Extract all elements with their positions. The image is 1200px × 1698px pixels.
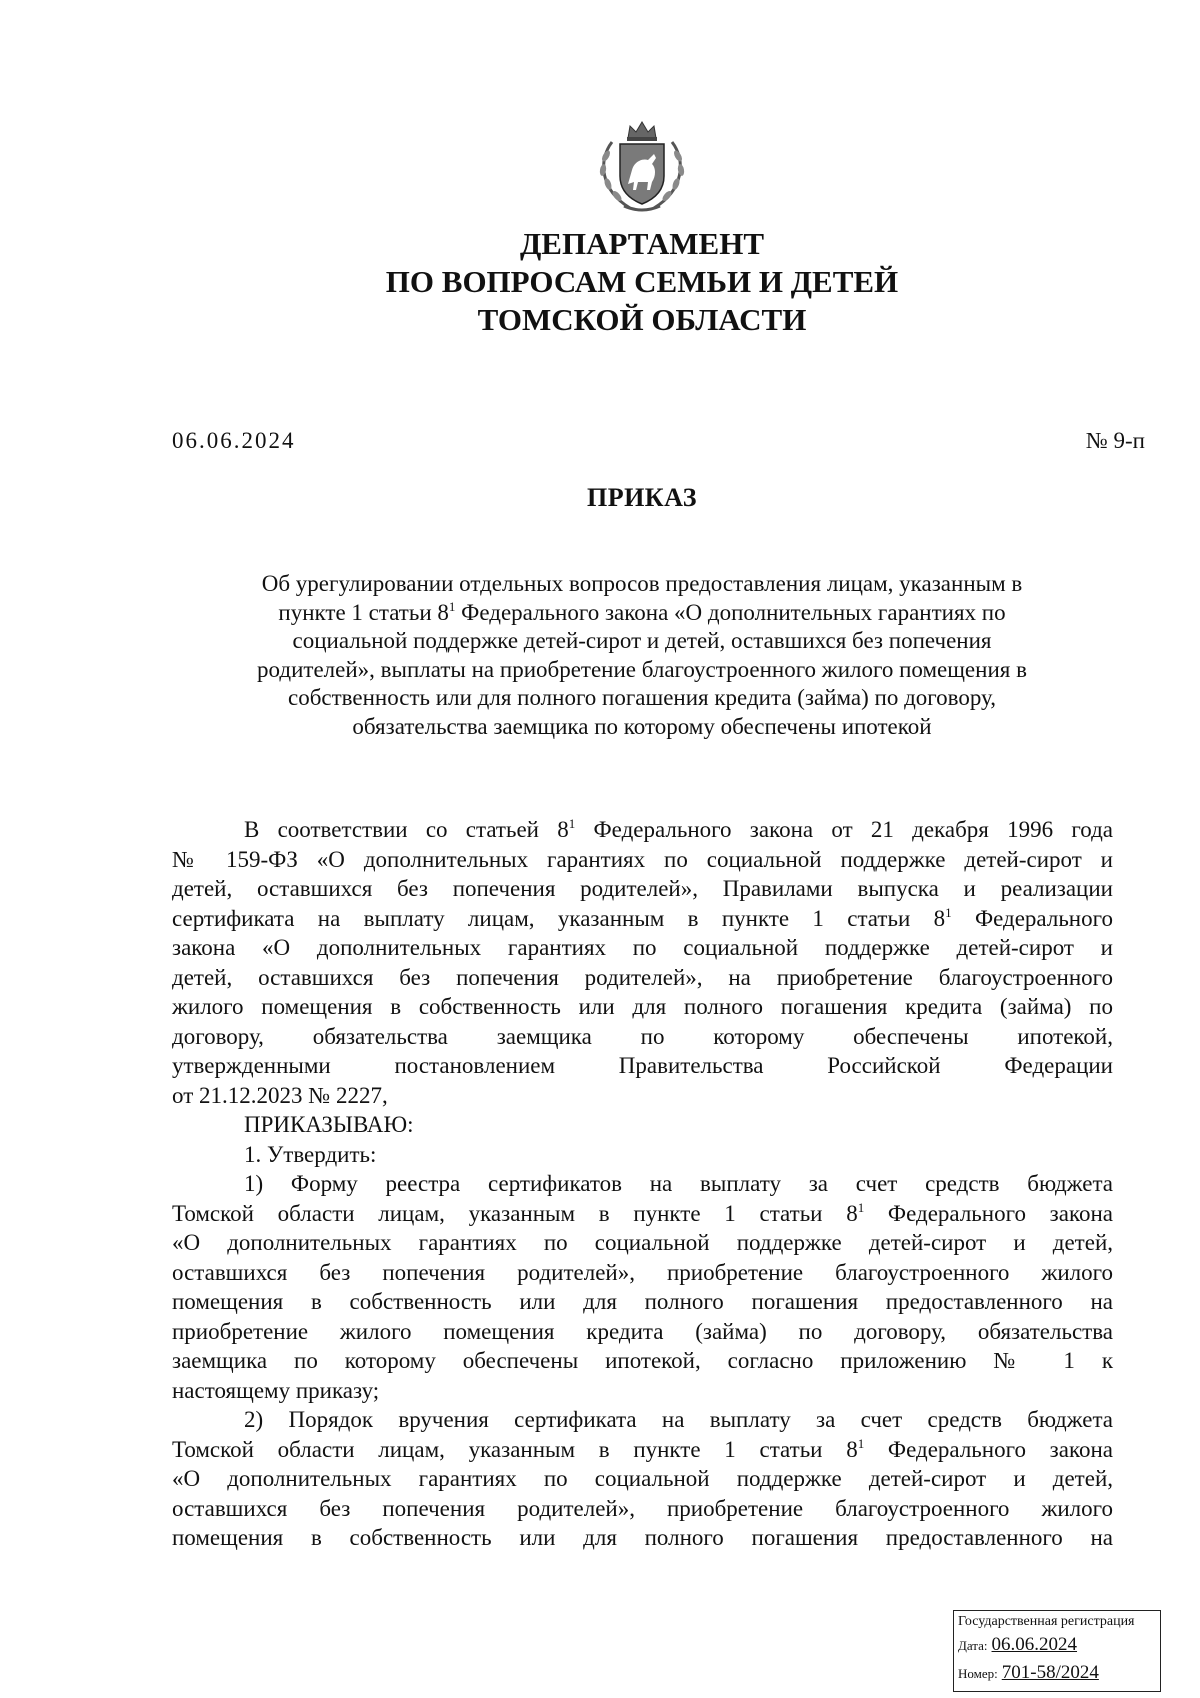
body-line: оставшихся без попечения родителей», приобретение благоустроенного жилого <box>172 1495 1113 1521</box>
subject-line: собственность или для полного погашения кредита (займа) по договору, <box>288 685 996 710</box>
document-subject <box>172 570 1112 741</box>
coat-of-arms-emblem <box>590 112 694 216</box>
body-line <box>172 815 1113 845</box>
superscript: 1 <box>857 1199 865 1215</box>
subject-text: пункте 1 статьи 8 <box>278 599 449 625</box>
body-line <box>172 904 1113 934</box>
body-line: № 159-ФЗ «О дополнительных гарантиях по социальной поддержке детей-сирот и <box>172 846 1113 872</box>
body-text: сертификата на выплату лицам, указанным в пункте 1 статьи 8 <box>172 905 946 931</box>
superscript: 1 <box>857 1435 865 1451</box>
body-line: жилого помещения в собственность или для полного погашения кредита (займа) по <box>172 994 1113 1019</box>
body-line: 2) Порядок вручения сертификата на выплату за счет средств бюджета <box>244 1407 1113 1432</box>
org-line: ПО ВОПРОСАМ СЕМЬИ И ДЕТЕЙ <box>385 264 899 299</box>
subject-line: Об урегулировании отдельных вопросов предоставления лицам, указанным в <box>261 571 1023 596</box>
stamp-date-value: 06.06.2024 <box>991 1634 1078 1655</box>
body-line: договору, обязательства заемщика по которому обеспечены ипотекой, <box>172 1023 1113 1049</box>
stamp-number-label: Номер: <box>958 1666 998 1681</box>
body-text: Федерального закона от 21 декабря 1996 года <box>575 817 1113 842</box>
body-text: Томской области лицам, указанным в пункте 1 статьи 8 <box>172 1200 858 1226</box>
document-date: 06.06.2024 <box>172 428 296 453</box>
document-number: № 9-п <box>1085 428 1145 453</box>
body-text: Томской области лицам, указанным в пункте 1 статьи 8 <box>172 1436 858 1462</box>
superscript: 1 <box>568 816 576 831</box>
subject-text: Федерального закона «О дополнительных гарантиях по <box>455 599 1006 625</box>
organization-name <box>300 225 984 339</box>
body-line: от 21.12.2023 № 2227, <box>172 1082 388 1108</box>
document-title: ПРИКАЗ <box>586 483 698 512</box>
body-line: заемщика по которому обеспечены ипотекой, согласно приложению № 1 к <box>172 1348 1113 1373</box>
order-word: ПРИКАЗЫВАЮ: <box>244 1112 414 1137</box>
org-line: ТОМСКОЙ ОБЛАСТИ <box>477 302 807 337</box>
body-text: Федерального закона <box>864 1200 1113 1226</box>
body-text: Федерального закона <box>864 1436 1113 1462</box>
superscript: 1 <box>945 904 952 920</box>
body-line: помещения в собственность или для полного погашения предоставленного на <box>172 1525 1113 1550</box>
body-line: закона «О дополнительных гарантиях по социальной поддержке детей-сирот и <box>172 935 1113 960</box>
body-line: приобретение жилого помещения кредита (займа) по договору, обязательства <box>172 1318 1113 1344</box>
item-heading: 1. Утвердить: <box>244 1141 377 1167</box>
subject-line: родителей», выплаты на приобретение благоустроенного жилого помещения в <box>257 656 1027 682</box>
body-text: В соответствии со статьей 8 <box>244 817 569 842</box>
superscript: 1 <box>448 598 456 614</box>
stamp-date-row <box>958 1631 1156 1659</box>
registration-stamp <box>953 1610 1161 1692</box>
subject-line: обязательства заемщика по которому обеспечены ипотекой <box>352 713 932 739</box>
stamp-date-label: Дата: <box>958 1638 988 1653</box>
stamp-header: Государственная регистрация <box>958 1614 1135 1629</box>
body-line: утвержденными постановлением Правительства Российской Федерации <box>172 1053 1113 1078</box>
body-line: детей, оставшихся без попечения родителей», Правилами выпуска и реализации <box>172 876 1113 901</box>
body-line: настоящему приказу; <box>172 1377 380 1403</box>
body-line: помещения в собственность или для полного погашения предоставленного на <box>172 1289 1113 1314</box>
stamp-number-value: 701-58/2024 <box>1001 1662 1099 1683</box>
document-body <box>172 815 1113 1553</box>
org-line: ДЕПАРТАМЕНТ <box>519 226 765 261</box>
body-text: Федерального <box>951 905 1113 931</box>
body-line: оставшихся без попечения родителей», приобретение благоустроенного жилого <box>172 1259 1113 1285</box>
body-line: 1) Форму реестра сертификатов на выплату за счет средств бюджета <box>244 1171 1113 1196</box>
subject-line: социальной поддержке детей-сирот и детей, оставшихся без попечения <box>292 628 992 653</box>
body-line <box>172 1435 1113 1465</box>
body-line: «О дополнительных гарантиях по социальной поддержке детей-сирот и детей, <box>172 1466 1113 1491</box>
body-line <box>172 1199 1113 1229</box>
body-line: «О дополнительных гарантиях по социальной поддержке детей-сирот и детей, <box>172 1230 1113 1255</box>
body-line: детей, оставшихся без попечения родителей», на приобретение благоустроенного <box>172 964 1113 990</box>
subject-line <box>172 599 1112 628</box>
stamp-number-row <box>958 1659 1156 1687</box>
